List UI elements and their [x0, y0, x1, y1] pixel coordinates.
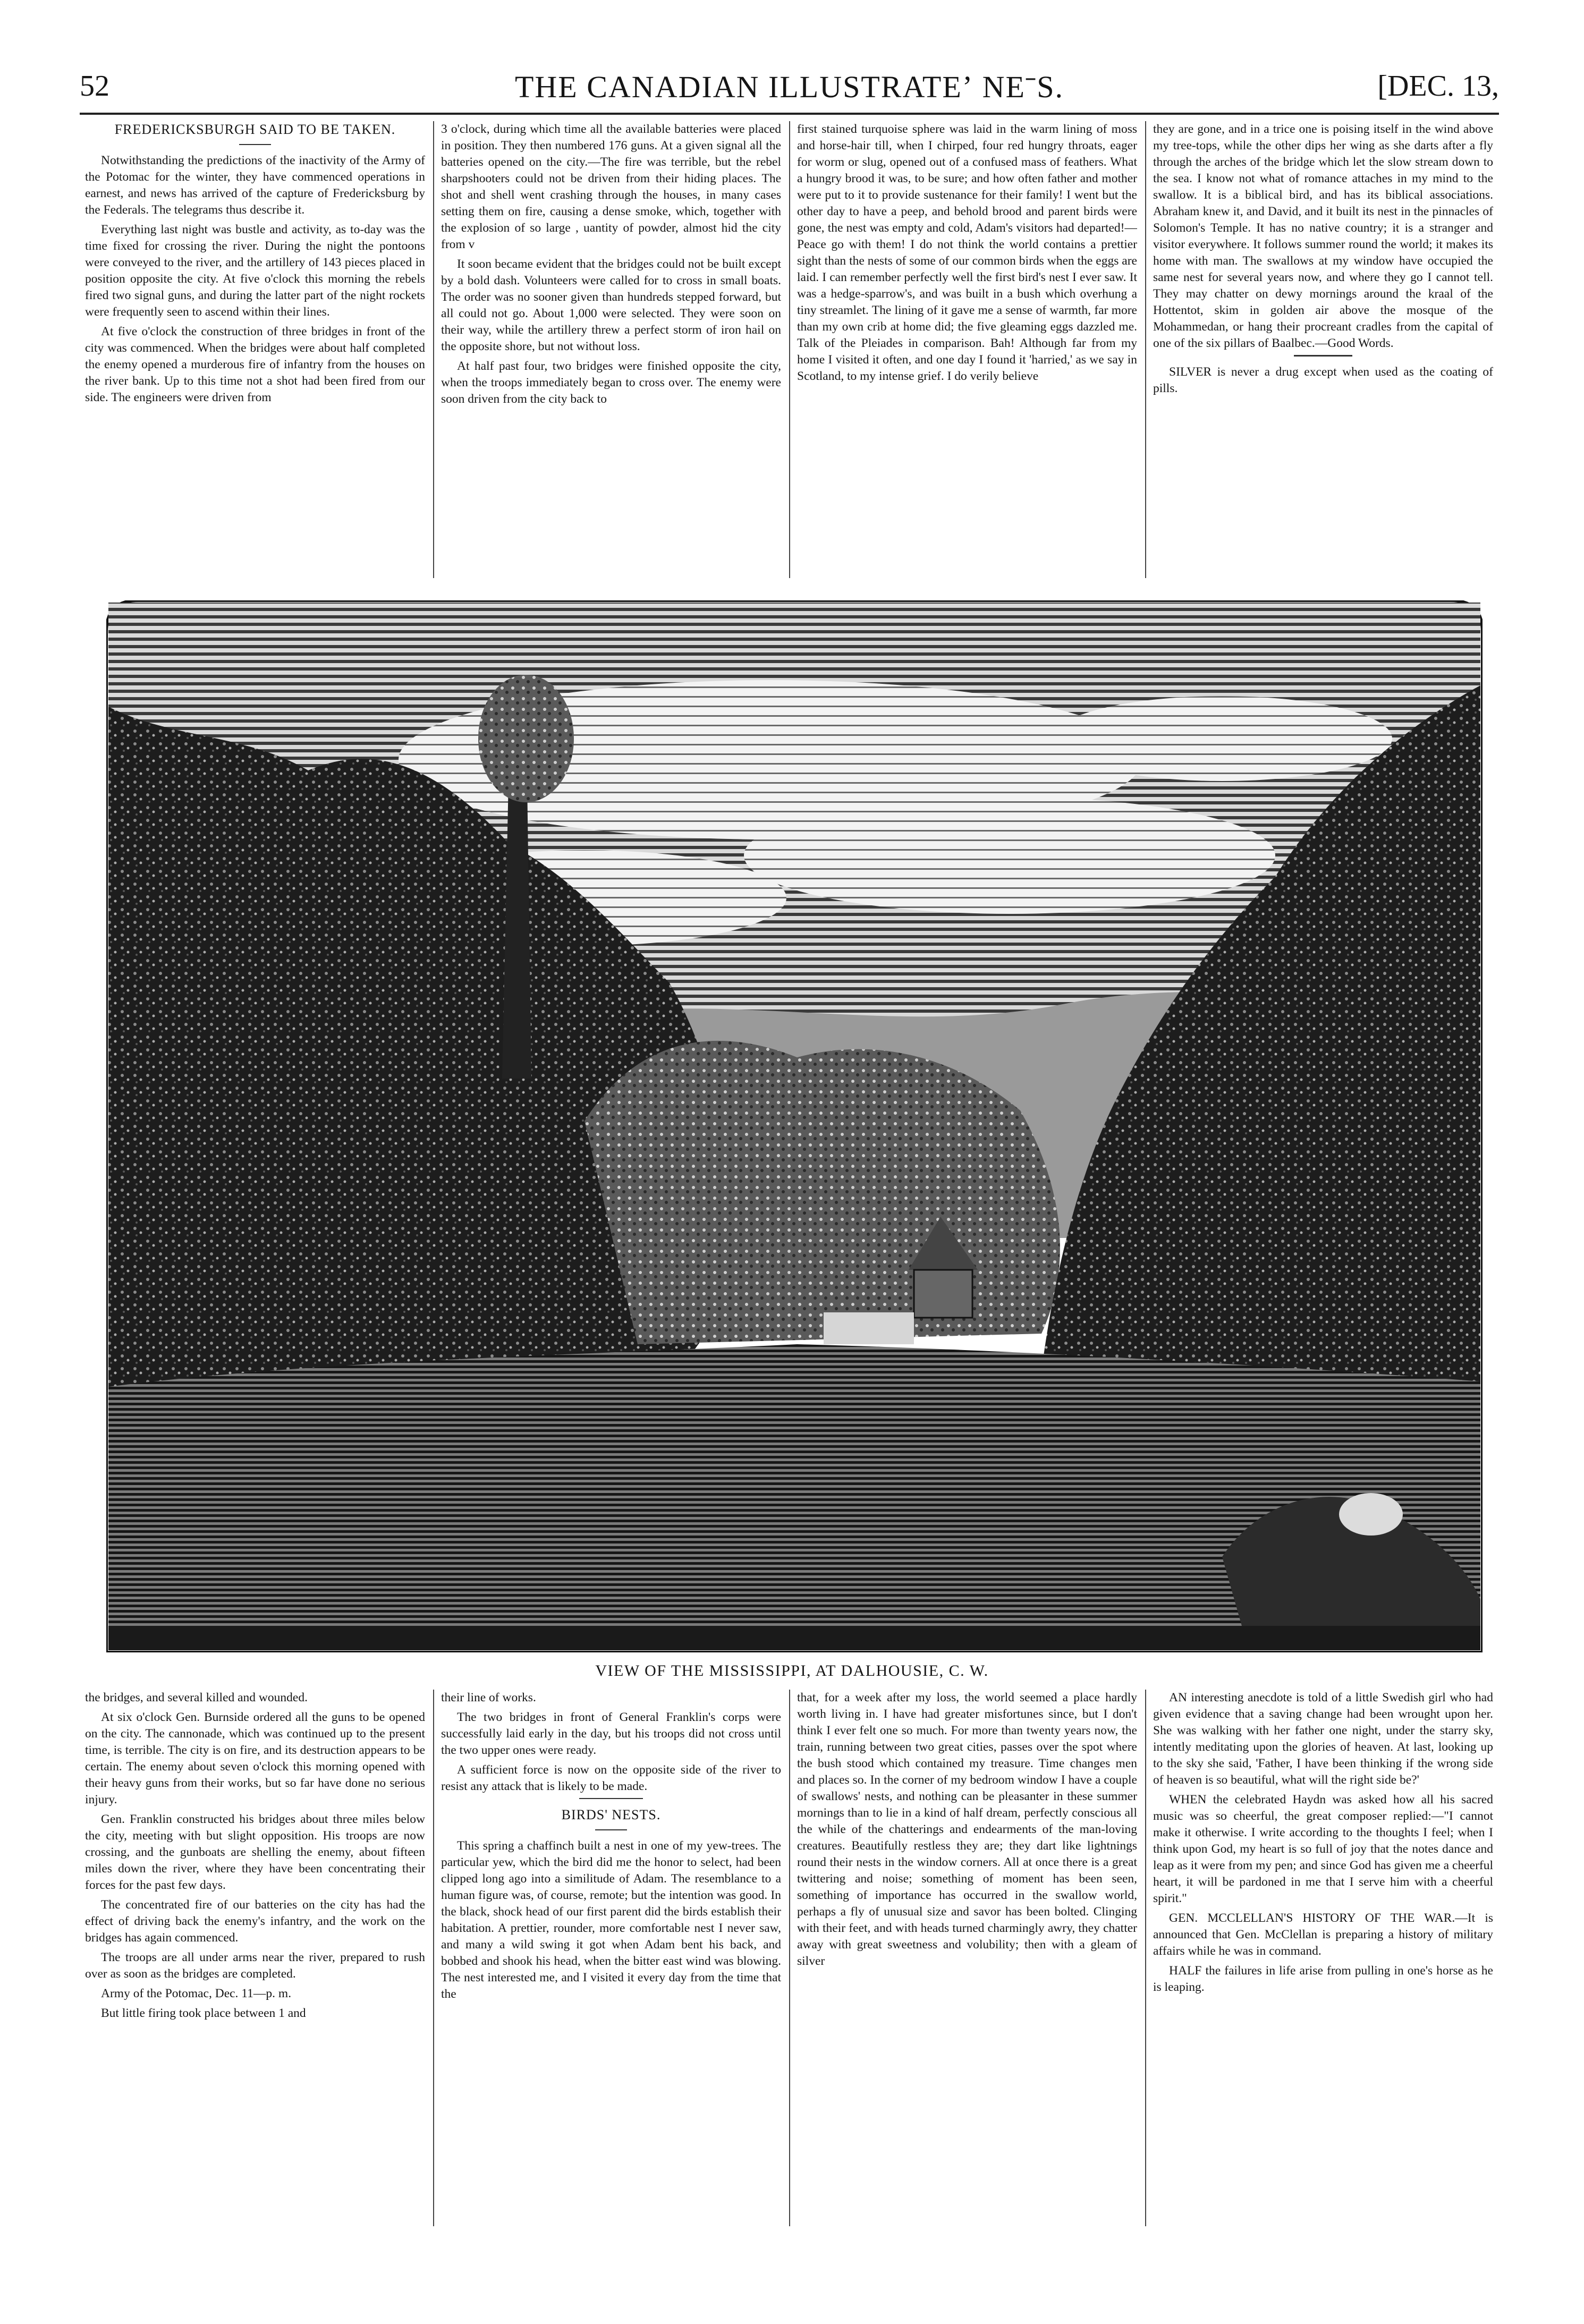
paragraph: the bridges, and several killed and wounded.	[85, 1691, 308, 1704]
article-birds-nests-continued-column-3	[797, 1690, 1137, 2242]
article-birds-nests-column-3	[797, 121, 1137, 583]
anecdote-text: interesting anecdote is told of a little Swedish girl who had given evidence that a saving change had been wrought upon her. She was walking with her father one night, under the starry sky, intently meditating upon the glories of heaven. At last, looking up to the sky she said, 'Father, I have been thinking if the wrong side of heaven is so beautiful, what will the right side be?'	[1153, 1691, 1493, 1787]
paragraph: Notwithstanding the predictions of the inactivity of the Army of the Potomac for the winter, they have commenced operations in earnest, and news has arrived of the capture of Fredericksburg by the Federals. The telegrams thus describe it.	[85, 154, 425, 217]
masthead-title: THE CANADIAN ILLUSTRATEʼ NEˉS.	[514, 70, 1064, 104]
mcclellan-paragraph	[1153, 1910, 1493, 1960]
paragraph: The two bridges in front of General Franklin's corps were successfully laid early in the day, but his troops did not cross until the two upper ones were ready.	[441, 1710, 781, 1757]
haydn-paragraph	[1153, 1792, 1493, 1907]
miscellany-column-4	[1153, 1690, 1493, 2242]
issue-date: [DEC. 13,	[1377, 70, 1499, 103]
paragraph: their line of works.	[441, 1691, 536, 1704]
paragraph: At five o'clock the construction of three bridges in front of the city was commenced. When the bridges were about half completed the enemy opened a murderous fire of infantry from the houses on the river bank. Up to this time not a shot had been fired from our side. The engineers were driven from	[85, 325, 425, 404]
silver-paragraph	[1153, 364, 1493, 397]
title-dash	[239, 144, 271, 145]
paragraph: 3 o'clock, during which time all the available batteries were placed in position. They then numbered 176 guns. At a given signal all the batteries opened on the city.—The fire was terrible, but the rebel sharpshooters could not be driven from their hiding places. The shot and shell went crashing through the houses, in many cases setting them on fire, causing a dense smoke, which, together with the explosion of so large , uantity of powder, almost hid the city from v	[441, 122, 781, 251]
dateline: Army of the Potomac, Dec. 11—p. m.	[101, 1987, 292, 2000]
anecdote-paragraph	[1153, 1690, 1493, 1788]
paragraph: that, for a week after my loss, the world seemed a place hardly worth living in. I have had greater misfortunes since, but I don't think I ever felt one so much. For more than twenty years now, the train, running between two great cities, passes over the spot where the bush stood which contained my treasure. Time changes men and places so. In the corner of my bedroom window I have a couple of swallows' nests, and nothing can be pleasanter in these summer mornings than to lie in a kind of half dream, perfectly conscious all the while of the chatterings and endearments of the man-loving creatures. Beautifully restless they are; they dart like lightnings round their nests in the window corners. All at once there is a great twittering and noise; something of moment has been seen, something of importance has occurred in the swallow world, perhaps a fly of unusual size and savor has been bolted. Clinging with their feet, and with heads turned charmingly awry, they chatter away with great sweetness and volubility; then with a gleam of silver	[797, 1691, 1137, 1968]
page-number: 52	[80, 70, 109, 103]
paragraph: Everything last night was bustle and activity, as to-day was the time fixed for crossing the river. During the night the pontoons were conveyed to the river, and the artillery of 143 pieces placed in position opposite the city. At five o'clock this morning the rebels fired two signal guns, and during the latter part of the night rockets were frequently seen to ascend within their lines.	[85, 223, 425, 319]
article-title-fredericksburgh: FREDERICKSBURGH SAID TO BE TAKEN.	[114, 122, 396, 137]
column-divider	[1145, 1690, 1146, 2226]
mcclellan-lead: GEN. MCCLELLAN'S HISTORY OF THE WAR.	[1169, 1911, 1455, 1925]
failures-text: the failures in life arise from pulling in one's horse as he is leaping.	[1153, 1964, 1493, 1994]
column-divider	[433, 121, 434, 578]
paragraph: A sufficient force is now on the opposite side of the river to resist any attack that is likely to be made.	[441, 1763, 781, 1793]
article-title-birds-nests: BIRDS' NESTS.	[561, 1807, 661, 1822]
paragraph: The concentrated fire of our batteries on the city has had the effect of driving back the enemy's infantry, and the work on the bridges has again commenced.	[85, 1898, 425, 1945]
column-divider	[789, 1690, 790, 2226]
paragraph: At half past four, two bridges were finished opposite the city, when the troops immediately began to cross over. The enemy were soon driven from the city back to	[441, 359, 781, 406]
header-rule	[80, 113, 1499, 115]
illustration-caption: VIEW OF THE MISSISSIPPI, AT DALHOUSIE, C. W.	[595, 1662, 989, 1680]
page-header	[80, 69, 1499, 112]
paragraph: first stained turquoise sphere was laid in the warm lining of moss and horse-hair till, when I chirped, four red hungry throats, eager for worm or slug, opened out of a confused mass of feathers. What a hungry brood it was, to be sure; and how often father and mother were put to it to provide sustenance for their family! I went but the other day to have a peep, and behold brood and parent birds were gone, the nest was empty and cold, Adam's visitors had departed!—Peace go with them! I do not think the world contains a prettier sight than the nests of some of our common birds when the eggs are laid. I can remember perfectly well the first bird's nest I ever saw. It was a hedge-sparrow's, and was built in a bush which overhung a tiny streamlet. The lining of it gave me a sense of warmth, far more than my own crib at home did; the five gleaming eggs dazzled me. Talk of the Pleiades in comparison. Bah! Although far from my home I visited it often, and one day I found it 'harried,' as we say in Scotland, to my intense grief. I do verily believe	[797, 122, 1137, 383]
failures-paragraph	[1153, 1963, 1493, 1996]
paragraph: But little firing took place between 1 and	[101, 2006, 306, 2020]
mcclellan-text: —It is announced that Gen. McClellan is preparing a history of military affairs while he was in command.	[1153, 1911, 1493, 1958]
silver-lead: SILVER	[1169, 365, 1212, 379]
paragraph: Gen. Franklin constructed his bridges about three miles below the city, meeting with but slight opposition. His troops are now crossing, and the gunboats are shelling the enemy, about fifteen miles down the river, where they have been concentrating their forces for the past few days.	[85, 1812, 425, 1892]
article-birds-nests-column-4	[1153, 121, 1493, 583]
article-fredericksburgh-column-2	[441, 121, 781, 583]
paragraph: This spring a chaffinch built a nest in one of my yew-trees. The particular yew, which the bird did me the honor to select, had been clipped long ago into a similitude of Adam. The resemblance to a human figure was, of course, remote; but the intention was good. In the black, shock head of our first parent did the birds establish their habitation. A prettier, rounder, more comfortable nest I never saw, and many a wild swing it got when Adam bent his back, and bobbed and shook his head, when the bitter east wind was blowing. The nest interested me, and I visited it every day from the time that the	[441, 1839, 781, 2001]
column-divider	[433, 1690, 434, 2226]
article-birds-nests-start-column-2	[441, 1690, 781, 2242]
failures-lead: HALF	[1169, 1964, 1202, 1978]
section-dash	[1294, 355, 1352, 357]
section-dash	[579, 1798, 643, 1799]
paragraph: they are gone, and in a trice one is poising itself in the wind above my tree-tops, while the other dips her wing as she darts after a fly through the arches of the bridge which let the slow stream down to the sea. I know not what of romance attaches in my mind to the swallow. It is a biblical bird, and has its biblical associations. Abraham knew it, and David, and it built its nest in the pinnacles of Solomon's Temple. It has no native country; it is a stranger and visitor everywhere. It follows summer round the world; it makes its home with man. The swallows at my window have occupied the same nest for several years now, and where they go I cannot tell. They may chatter on dewy mornings around the kraal of the Hottentot, skim in golden air above the mosque of the Mohammedan, or hang their procreant cradles from the capital of one of the six pillars of Baalbec.—Good Words.	[1153, 122, 1493, 350]
column-divider	[789, 121, 790, 578]
column-divider	[1145, 121, 1146, 578]
article-fredericksburgh-column-1	[85, 121, 425, 583]
silver-text: is never a drug except when used as the coating of pills.	[1153, 365, 1493, 395]
paragraph: The troops are all under arms near the river, prepared to rush over as soon as the bridges are completed.	[85, 1950, 425, 1981]
haydn-text: the celebrated Haydn was asked how all his sacred music was so cheerful, the great composer replied:—"I cannot make it otherwise. I write according to the thoughts I feel; when I think upon God, my heart is so full of joy that the notes dance and leap as it were from my pen; and since God has given me a cheerful heart, it will be pardoned in me that I serve him with a cheerful spirit."	[1153, 1793, 1493, 1905]
mississippi-engraving	[106, 600, 1483, 1652]
paragraph: It soon became evident that the bridges could not be built except by a bold dash. Volunteers were called for to cross in small boats. The order was no sooner given than hundreds stepped forward, but all could not go. About 1,000 were selected. They were soon on their way, while the artillery threw a perfect storm of iron hail on the opposite shore, but not without loss.	[441, 257, 781, 353]
title-dash	[595, 1829, 627, 1830]
paragraph: At six o'clock Gen. Burnside ordered all the guns to be opened on the city. The cannonade, which was continued up to the present time, is terrible. The city is on fire, and its destruction appears to be certain. The enemy about seven o'clock this morning opened with their heavy guns from their works, but so far have done no serious injury.	[85, 1710, 425, 1806]
anecdote-lead: AN	[1169, 1691, 1187, 1704]
haydn-lead: WHEN	[1169, 1793, 1207, 1806]
article-fredericksburgh-continued-column-1	[85, 1690, 425, 2242]
